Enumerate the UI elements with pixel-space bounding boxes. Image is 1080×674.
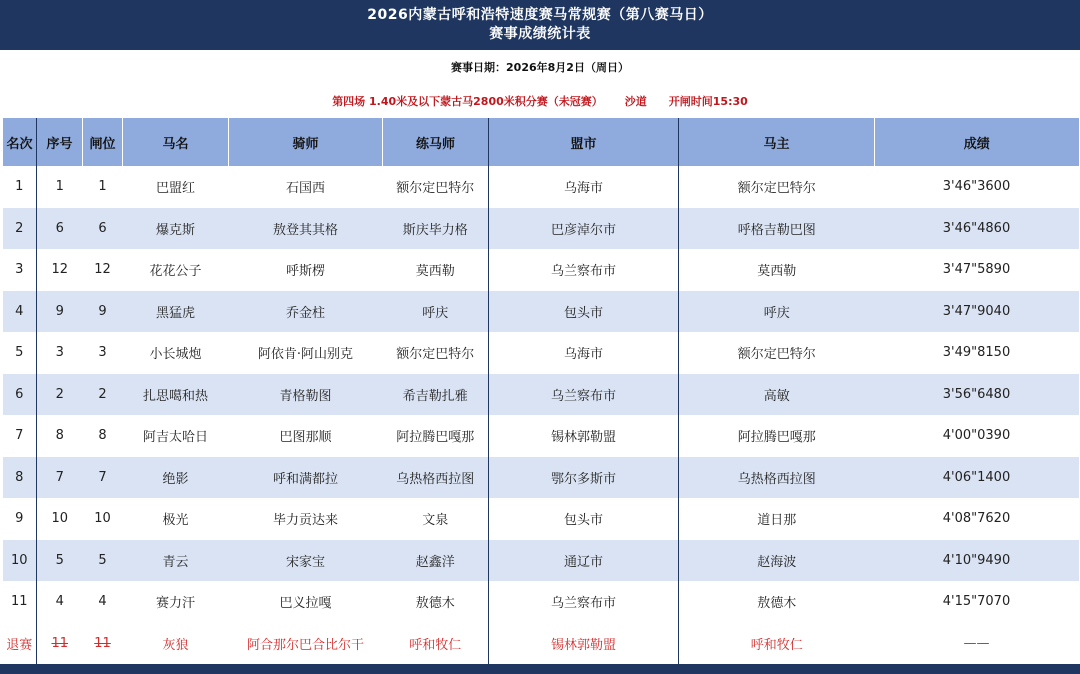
- header-number: 序号: [37, 118, 83, 166]
- table-row: [3, 291, 1079, 333]
- cell-result: 4'00"0390: [875, 415, 1079, 457]
- start-time: 开闸时间15:30: [668, 95, 748, 108]
- cell-owner: 敖德木: [679, 581, 875, 623]
- cell-gate: 6: [83, 208, 123, 250]
- race-name: 第四场 1.40米及以下蒙古马2800米积分赛（未冠赛）: [332, 95, 603, 108]
- cell-result: 3'46"4860: [875, 208, 1079, 250]
- header-gate: 闸位: [83, 118, 123, 166]
- cell-trainer: 呼庆: [383, 291, 489, 333]
- page-title: 2026内蒙古呼和浩特速度赛马常规赛（第八赛马日）: [367, 7, 713, 23]
- cell-jockey: 巴义拉嘎: [229, 581, 383, 623]
- cell-city: 鄂尔多斯市: [489, 457, 679, 499]
- cell-jockey: 巴图那顺: [229, 415, 383, 457]
- cell-gate: 8: [83, 415, 123, 457]
- header-trainer: 练马师: [383, 118, 489, 166]
- cell-owner: 额尔定巴特尔: [679, 332, 875, 374]
- retired-cell-horse: [123, 623, 229, 665]
- cell-trainer: 文泉: [383, 498, 489, 540]
- retired-value-owner: 呼和牧仁: [750, 637, 803, 653]
- retired-value-trainer: 呼和牧仁: [409, 637, 462, 653]
- cell-city: 乌兰察布市: [489, 581, 679, 623]
- cell-jockey: 乔金柱: [229, 291, 383, 333]
- cell-no: 10: [37, 498, 83, 540]
- table-row: [3, 498, 1079, 540]
- cell-no: 1: [37, 166, 83, 208]
- results-table: [2, 118, 1079, 664]
- table-row: [3, 457, 1079, 499]
- header-jockey: 骑师: [229, 118, 383, 166]
- table-row: [3, 332, 1079, 374]
- cell-horse: 阿吉太哈日: [123, 415, 229, 457]
- cell-city: 乌海市: [489, 166, 679, 208]
- retired-value-jockey: 阿合那尔巴合比尔干: [246, 637, 364, 653]
- retired-value-gate: 11: [94, 635, 111, 651]
- cell-owner: 道日那: [679, 498, 875, 540]
- cell-no: 7: [37, 457, 83, 499]
- retired-value-horse: 灰狼: [162, 637, 189, 653]
- cell-horse: 赛力汗: [123, 581, 229, 623]
- cell-city: 锡林郭勒盟: [489, 415, 679, 457]
- cell-owner: 赵海波: [679, 540, 875, 582]
- cell-horse: 爆克斯: [123, 208, 229, 250]
- cell-rank: 4: [3, 291, 37, 333]
- retired-cell-gate: [83, 623, 123, 665]
- cell-trainer: 阿拉腾巴嘎那: [383, 415, 489, 457]
- cell-result: 3'47"9040: [875, 291, 1079, 333]
- cell-no: 8: [37, 415, 83, 457]
- cell-gate: 1: [83, 166, 123, 208]
- table-row: [3, 374, 1079, 416]
- retired-value-rank: 退赛: [6, 637, 33, 653]
- cell-no: 3: [37, 332, 83, 374]
- cell-jockey: 石国西: [229, 166, 383, 208]
- page-subtitle: 赛事成绩统计表: [489, 26, 591, 42]
- cell-rank: 3: [3, 249, 37, 291]
- cell-rank: 11: [3, 581, 37, 623]
- cell-owner: 高敏: [679, 374, 875, 416]
- header-horse: 马名: [123, 118, 229, 166]
- cell-horse: 小长城炮: [123, 332, 229, 374]
- table-row: [3, 540, 1079, 582]
- retired-value-no: 11: [51, 635, 69, 651]
- cell-owner: 莫西勒: [679, 249, 875, 291]
- cell-city: 乌兰察布市: [489, 249, 679, 291]
- cell-owner: 额尔定巴特尔: [679, 166, 875, 208]
- cell-owner: 呼格吉勒巴图: [679, 208, 875, 250]
- table-row: [3, 415, 1079, 457]
- cell-horse: 绝影: [123, 457, 229, 499]
- cell-rank: 7: [3, 415, 37, 457]
- cell-rank: 1: [3, 166, 37, 208]
- cell-gate: 2: [83, 374, 123, 416]
- cell-no: 9: [37, 291, 83, 333]
- table-row: [3, 166, 1079, 208]
- cell-trainer: 斯庆毕力格: [383, 208, 489, 250]
- retired-cell-jockey: [229, 623, 383, 665]
- retired-value-result: ——: [963, 635, 990, 651]
- cell-city: 乌兰察布市: [489, 374, 679, 416]
- header-result: 成绩: [875, 118, 1079, 166]
- cell-jockey: 毕力贡达来: [229, 498, 383, 540]
- table-row: [3, 249, 1079, 291]
- cell-owner: 阿拉腾巴嘎那: [679, 415, 875, 457]
- cell-city: 包头市: [489, 291, 679, 333]
- retired-cell-result: [875, 623, 1079, 665]
- cell-jockey: 宋家宝: [229, 540, 383, 582]
- cell-jockey: 呼和满都拉: [229, 457, 383, 499]
- cell-gate: 10: [83, 498, 123, 540]
- cell-city: 乌海市: [489, 332, 679, 374]
- cell-trainer: 赵鑫洋: [383, 540, 489, 582]
- cell-no: 6: [37, 208, 83, 250]
- cell-trainer: 额尔定巴特尔: [383, 332, 489, 374]
- cell-rank: 10: [3, 540, 37, 582]
- cell-no: 12: [37, 249, 83, 291]
- cell-trainer: 希吉勒扎雅: [383, 374, 489, 416]
- cell-result: 3'49"8150: [875, 332, 1079, 374]
- cell-result: 4'08"7620: [875, 498, 1079, 540]
- cell-city: 通辽市: [489, 540, 679, 582]
- cell-rank: 2: [3, 208, 37, 250]
- track-type: 沙道: [624, 95, 647, 108]
- retired-cell-no: [37, 623, 83, 665]
- cell-owner: 呼庆: [679, 291, 875, 333]
- cell-no: 2: [37, 374, 83, 416]
- race-info: [0, 84, 1080, 118]
- retired-cell-rank: [3, 623, 37, 665]
- cell-trainer: 额尔定巴特尔: [383, 166, 489, 208]
- cell-no: 5: [37, 540, 83, 582]
- cell-horse: 巴盟红: [123, 166, 229, 208]
- cell-gate: 9: [83, 291, 123, 333]
- cell-city: 包头市: [489, 498, 679, 540]
- cell-gate: 7: [83, 457, 123, 499]
- cell-jockey: 敖登其其格: [229, 208, 383, 250]
- cell-horse: 极光: [123, 498, 229, 540]
- header-city: 盟市: [489, 118, 679, 166]
- results-body: [3, 166, 1079, 664]
- cell-gate: 5: [83, 540, 123, 582]
- cell-horse: 黑猛虎: [123, 291, 229, 333]
- cell-horse: 扎思噶和热: [123, 374, 229, 416]
- cell-result: 3'47"5890: [875, 249, 1079, 291]
- title-bar: [0, 0, 1080, 50]
- cell-trainer: 莫西勒: [383, 249, 489, 291]
- retired-value-city: 锡林郭勒盟: [550, 637, 616, 653]
- cell-result: 4'10"9490: [875, 540, 1079, 582]
- table-row: [3, 581, 1079, 623]
- cell-gate: 3: [83, 332, 123, 374]
- retired-row: [3, 623, 1079, 665]
- cell-rank: 9: [3, 498, 37, 540]
- header-owner: 马主: [679, 118, 875, 166]
- retired-cell-trainer: [383, 623, 489, 665]
- cell-gate: 4: [83, 581, 123, 623]
- table-header-row: [3, 118, 1079, 166]
- cell-rank: 6: [3, 374, 37, 416]
- cell-rank: 5: [3, 332, 37, 374]
- retired-cell-owner: [679, 623, 875, 665]
- cell-result: 3'46"3600: [875, 166, 1079, 208]
- cell-owner: 乌热格西拉图: [679, 457, 875, 499]
- cell-result: 4'06"1400: [875, 457, 1079, 499]
- cell-jockey: 阿依肯·阿山别克: [229, 332, 383, 374]
- cell-trainer: 敖德木: [383, 581, 489, 623]
- event-date: 赛事日期：2026年8月2日（周日）: [451, 61, 629, 74]
- cell-result: 4'15"7070: [875, 581, 1079, 623]
- cell-city: 巴彦淖尔市: [489, 208, 679, 250]
- cell-result: 3'56"6480: [875, 374, 1079, 416]
- cell-jockey: 呼斯楞: [229, 249, 383, 291]
- cell-jockey: 青格勒图: [229, 374, 383, 416]
- cell-rank: 8: [3, 457, 37, 499]
- header-rank: 名次: [3, 118, 37, 166]
- cell-no: 4: [37, 581, 83, 623]
- cell-trainer: 乌热格西拉图: [383, 457, 489, 499]
- retired-cell-city: [489, 623, 679, 665]
- table-row: [3, 208, 1079, 250]
- cell-gate: 12: [83, 249, 123, 291]
- cell-horse: 青云: [123, 540, 229, 582]
- cell-horse: 花花公子: [123, 249, 229, 291]
- bottom-bar: [0, 664, 1080, 674]
